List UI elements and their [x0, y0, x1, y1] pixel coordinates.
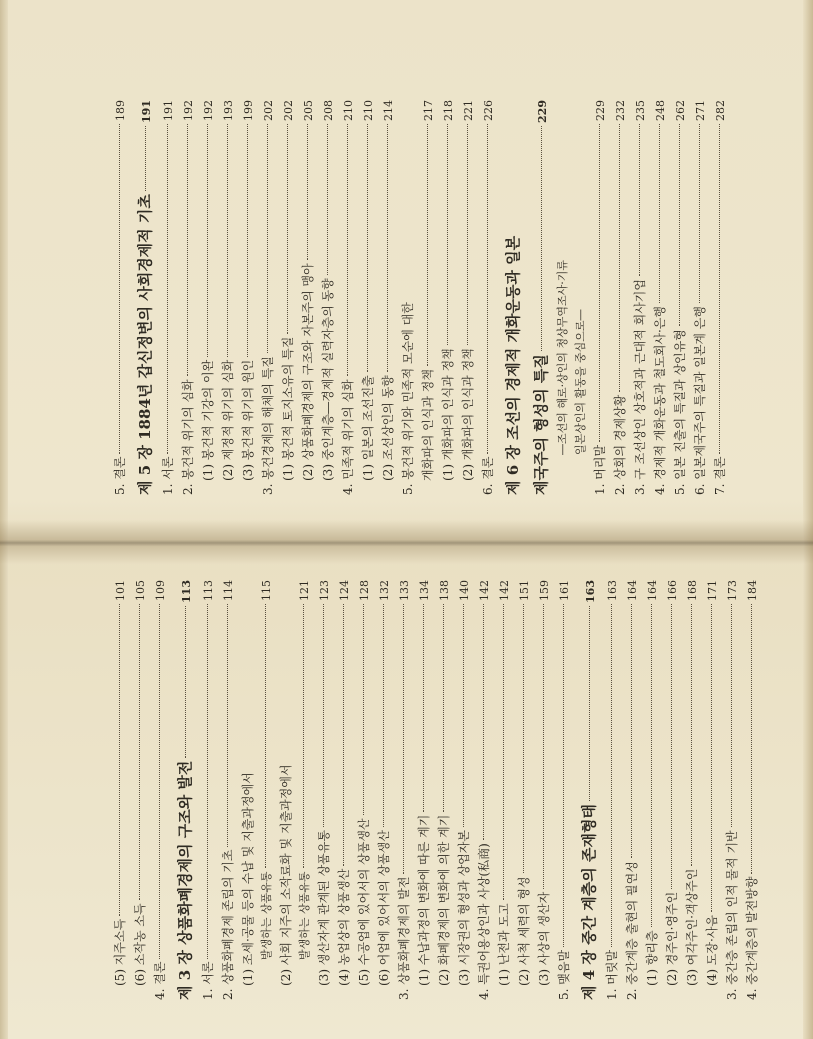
toc-entry-title: 일본상인의 활동을 중심으로―	[574, 309, 587, 455]
toc-entry	[334, 580, 354, 1000]
toc-entry	[198, 580, 218, 1000]
toc-page-number: 121	[298, 580, 311, 601]
toc-entry-title: (2) 상품화폐경제의 구조와 자본주의 맹아	[301, 263, 315, 481]
leader-dots	[443, 604, 444, 812]
toc-entry-title: 2. 상회의 경제상황	[613, 394, 627, 495]
toc-entry-title: (1) 봉건적 토지소유의 특질	[281, 336, 295, 481]
toc-entry	[258, 580, 276, 1000]
toc-entry-title: 5. 일본 진출의 특질과 상인유형	[673, 329, 687, 495]
toc-entry-title: 7. 결론	[713, 456, 727, 495]
toc-page-number: 226	[482, 100, 495, 121]
toc-entry	[474, 580, 494, 1000]
toc-entry	[702, 580, 722, 1000]
leader-dots	[711, 604, 712, 912]
toc-entry-title: 4. 민족적 위기의 심화	[341, 379, 355, 495]
toc-chapter	[500, 100, 526, 495]
toc-page-number: 140	[458, 580, 471, 601]
toc-entry-title: ―조선의 해로·상인의 청상무역조사·기류	[556, 259, 569, 455]
toc-entry	[338, 100, 358, 495]
leader-dots	[503, 604, 504, 900]
leader-dots	[207, 124, 208, 357]
toc-entry	[110, 580, 130, 1000]
toc-entry	[534, 580, 554, 1000]
toc-page-number: 164	[646, 580, 659, 601]
toc-entry-title: 5. 결론	[113, 456, 127, 495]
toc-entry-title: 2. 중간계층 출현의 필연성	[625, 861, 639, 1000]
toc-page-number: 214	[382, 100, 395, 121]
leader-dots	[589, 606, 590, 801]
toc-page-number: 191	[162, 100, 175, 121]
toc-entry-title: 4. 결론	[153, 961, 167, 1000]
leader-dots	[611, 604, 612, 947]
toc-page-number: 109	[154, 580, 167, 601]
toc-page-number: 282	[714, 100, 727, 121]
toc-page-number: 217	[422, 100, 435, 121]
toc-entry	[238, 100, 258, 495]
toc-page-number: 210	[362, 100, 375, 121]
toc-page-number: 271	[694, 100, 707, 121]
toc-entry	[478, 100, 498, 495]
toc-page-number: 142	[478, 580, 491, 601]
leader-dots	[731, 604, 732, 827]
toc-entry-title: (6) 어업에 있어서의 상품생산	[377, 830, 391, 986]
leader-dots	[671, 604, 672, 889]
toc-page-number: 138	[438, 580, 451, 601]
leader-dots	[639, 124, 640, 276]
toc-entry	[742, 580, 762, 1000]
toc-entry-title: (1) 봉건적 기강의 이완	[201, 359, 215, 481]
toc-entry-title: (2) 경주인·영주인	[665, 891, 679, 986]
toc-page-number: 235	[634, 100, 647, 121]
leader-dots	[679, 124, 680, 326]
toc-entry	[358, 100, 378, 495]
toc-entry	[590, 100, 610, 495]
toc-entry-title: 5. 맺음말	[557, 949, 571, 1000]
toc-entry	[630, 100, 650, 495]
toc-page-number: 191	[140, 100, 153, 123]
toc-entry-title: (3) 중인계층―경제적 실력자층의 동향	[321, 278, 335, 481]
toc-page-number: 192	[182, 100, 195, 121]
toc-page-number: 205	[302, 100, 315, 121]
toc-entry	[318, 100, 338, 495]
toc-entry	[418, 100, 438, 495]
toc-page-number: 114	[222, 580, 235, 601]
toc-entry-title: 1. 서론	[201, 961, 215, 1000]
toc-entry-title: (4) 농업상의 상품생산	[337, 868, 351, 986]
toc-entry	[642, 580, 662, 1000]
toc-entry	[662, 580, 682, 1000]
leader-dots	[699, 124, 700, 303]
toc-page-number: 173	[726, 580, 739, 601]
leader-dots	[751, 604, 752, 874]
toc-page-number: 202	[262, 100, 275, 121]
leader-dots	[139, 604, 140, 900]
toc-entry-title: 제 5 장 1884년 갑신정변의 사회경제적 기초	[136, 194, 154, 495]
toc-page-number: 142	[498, 580, 511, 601]
book-gutter	[0, 520, 813, 564]
toc-entry-title: 3. 봉건경제의 해체의 특질	[261, 356, 275, 495]
toc-chapter	[528, 100, 554, 495]
toc-entry-title: (2) 화폐경제의 변화에 의한 계기	[437, 814, 451, 986]
leader-dots	[363, 604, 364, 815]
toc-entry	[374, 580, 394, 1000]
toc-page-number: 184	[746, 580, 759, 601]
toc-entry-title: 제 3 장 상품화폐경제의 구조와 발전	[176, 760, 194, 1000]
leader-dots	[659, 124, 660, 303]
leader-dots	[327, 124, 328, 275]
leader-dots	[167, 124, 168, 454]
leader-dots	[599, 124, 600, 442]
leader-dots	[227, 124, 228, 357]
toc-page-number: 202	[282, 100, 295, 121]
leader-dots	[523, 604, 524, 873]
toc-entry	[514, 580, 534, 1000]
toc-page-number: 232	[614, 100, 627, 121]
toc-entry-title: (2) 사회 지주의 소작료화 및 지출과정에서	[279, 764, 293, 986]
toc-page-number: 123	[318, 580, 331, 601]
leader-dots	[403, 604, 404, 874]
toc-page-number: 164	[626, 580, 639, 601]
toc-entry-title: (2) 사척 세력의 형성	[517, 876, 531, 986]
toc-page-number: 151	[518, 580, 531, 601]
toc-page-number: 161	[558, 580, 571, 601]
toc-page-number: 101	[114, 580, 127, 601]
toc-entry	[454, 580, 474, 1000]
toc-entry-title: 3. 구 조선상인 상호적과 근대적 회사기업	[633, 279, 647, 495]
toc-entry	[670, 100, 690, 495]
toc-entry	[610, 100, 630, 495]
toc-entry	[554, 580, 574, 1000]
leader-dots	[303, 604, 304, 868]
toc-chapter	[576, 580, 602, 1000]
toc-page-number: 248	[654, 100, 667, 121]
leader-dots	[463, 604, 464, 827]
toc-page-number: 229	[594, 100, 607, 121]
toc-page-number: 229	[536, 100, 549, 123]
toc-page-number: 133	[398, 580, 411, 601]
leader-dots	[483, 604, 484, 840]
toc-page-number: 262	[674, 100, 687, 121]
leader-dots	[343, 604, 344, 866]
toc-entry-title: (1) 일본의 조선진출	[361, 375, 375, 481]
toc-entry	[394, 580, 414, 1000]
leader-dots	[541, 126, 542, 351]
leader-dots	[467, 124, 468, 345]
toc-entry	[554, 100, 572, 495]
toc-entry-title: (3) 사상의 생산자	[537, 891, 551, 986]
toc-entry-title: 1. 머릿말	[605, 949, 619, 1000]
toc-entry-title: (1) 조세·공물 등의 수납 및 지출과정에서	[241, 772, 255, 986]
leader-dots	[563, 604, 564, 947]
toc-entry-title: 6. 결론	[481, 456, 495, 495]
toc-entry-title: 3. 상품화폐경제의 발전	[397, 876, 411, 1000]
leader-dots	[145, 126, 146, 191]
toc-entry	[354, 580, 374, 1000]
toc-entry	[458, 100, 478, 495]
toc-entry	[314, 580, 334, 1000]
leader-dots	[207, 604, 208, 959]
toc-entry-title: 개화파의 인식과 정책	[421, 369, 435, 481]
toc-entry-title: 2. 봉건적 위기의 심화	[181, 379, 195, 495]
leader-dots	[543, 604, 544, 889]
toc-page-number: 128	[358, 580, 371, 601]
toc-entry	[434, 580, 454, 1000]
leader-dots	[247, 124, 248, 357]
toc-page-number: 115	[260, 580, 273, 601]
toc-page-number: 132	[378, 580, 391, 601]
toc-entry-title: (2) 개화파의 인식과 정책	[461, 348, 475, 481]
leader-dots	[119, 604, 120, 916]
leader-dots	[423, 604, 424, 812]
toc-page-number: 218	[442, 100, 455, 121]
toc-page-number: 124	[338, 580, 351, 601]
toc-entry-title: 발생하는 상품유통	[298, 871, 311, 960]
toc-page-number: 199	[242, 100, 255, 121]
toc-entry-title: (1) 난전과 도고	[497, 903, 511, 986]
toc-entry-title: (3) 여각주인·객상주인	[685, 868, 699, 986]
leader-dots	[651, 604, 652, 927]
toc-page-number: 163	[606, 580, 619, 601]
toc-page-number: 134	[418, 580, 431, 601]
toc-page-number: 189	[114, 100, 127, 121]
toc-page-number: 208	[322, 100, 335, 121]
leader-dots	[427, 124, 428, 366]
leader-dots	[383, 604, 384, 827]
toc-entry-title: 제국주의 형성의 특질	[532, 354, 550, 495]
toc-entry-title: (2) 제정적 위기의 심화	[221, 359, 235, 481]
toc-entry	[218, 580, 238, 1000]
toc-entry	[722, 580, 742, 1000]
leader-dots	[447, 124, 448, 345]
leader-dots	[487, 124, 488, 454]
toc-entry-title: 제 6 장 조선의 경제적 개화운동과 일본	[504, 235, 522, 495]
toc-entry-title: (4) 도장·사음	[705, 915, 719, 986]
toc-entry-title: 4. 특권어용상인과 사상(私商)	[477, 843, 491, 1000]
toc-entry-title: 5. 봉건적 위기와 민족적 모순에 대한	[401, 302, 415, 495]
toc-entry-title: 3. 중간층 존립의 인적 물적 기반	[725, 830, 739, 1000]
toc-page-number: 210	[342, 100, 355, 121]
toc-entry	[690, 100, 710, 495]
toc-entry	[682, 580, 702, 1000]
toc-page-lower	[110, 580, 759, 1000]
toc-page-number: 168	[686, 580, 699, 601]
leader-dots	[367, 124, 368, 372]
toc-entry-title: 제 4 장 중간 계층의 존재형태	[580, 804, 598, 1000]
leader-dots	[347, 124, 348, 376]
toc-entry	[158, 100, 178, 495]
leader-dots	[265, 604, 266, 868]
toc-entry	[572, 100, 590, 495]
toc-entry-title: 1. 머리말	[593, 444, 607, 495]
leader-dots	[159, 604, 160, 959]
toc-entry-title: (3) 생산자계 관계된 상품유통	[317, 830, 331, 986]
toc-entry	[198, 100, 218, 495]
toc-entry	[378, 100, 398, 495]
toc-page-number: 163	[584, 580, 597, 603]
toc-entry	[276, 580, 296, 1000]
leader-dots	[267, 124, 268, 353]
toc-entry-title: (5) 지주소득	[113, 918, 127, 986]
toc-entry-title: 4. 경제적 개화운동과 철도회사·은행	[653, 306, 667, 495]
toc-entry	[622, 580, 642, 1000]
toc-entry	[278, 100, 298, 495]
toc-page-number: 113	[180, 580, 193, 603]
leader-dots	[631, 604, 632, 858]
toc-entry	[398, 100, 418, 495]
leader-dots	[185, 606, 186, 758]
toc-entry	[414, 580, 434, 1000]
toc-entry-title: 1. 서론	[161, 456, 175, 495]
toc-page-number: 221	[462, 100, 475, 121]
leader-dots	[387, 124, 388, 372]
toc-page-number: 192	[202, 100, 215, 121]
toc-entry-title: (1) 향리층	[645, 930, 659, 986]
leader-dots	[307, 124, 308, 260]
toc-entry-title: (5) 수공업에 있어서의 상품생산	[357, 818, 371, 986]
leader-dots	[691, 604, 692, 866]
toc-entry-title: (3) 시장권의 형성과 상업자본	[457, 830, 471, 986]
toc-chapter	[132, 100, 158, 495]
toc-page-number: 166	[666, 580, 679, 601]
toc-entry	[438, 100, 458, 495]
toc-entry-title: (1) 수납과정의 변화에 따른 계기	[417, 814, 431, 986]
toc-entry	[602, 580, 622, 1000]
toc-page-upper	[110, 100, 727, 495]
toc-entry-title: 6. 일본제국주의 특질과 일본계 은행	[693, 306, 707, 495]
toc-page-number: 113	[202, 580, 215, 601]
toc-entry-title: (3) 봉건적 위기의 원인	[241, 359, 255, 481]
toc-entry	[178, 100, 198, 495]
toc-entry	[218, 100, 238, 495]
leader-dots	[719, 124, 720, 454]
toc-page-number: 171	[706, 580, 719, 601]
toc-entry	[150, 580, 170, 1000]
toc-entry-title: 발생하는 상품유통	[260, 871, 273, 960]
toc-entry	[494, 580, 514, 1000]
leader-dots	[187, 124, 188, 376]
toc-entry	[110, 100, 130, 495]
toc-entry	[258, 100, 278, 495]
toc-page-number: 193	[222, 100, 235, 121]
toc-chapter	[172, 580, 198, 1000]
toc-entry-title: 2. 상품화폐경제 존립의 기초	[221, 849, 235, 1000]
toc-entry	[130, 580, 150, 1000]
toc-page-number: 159	[538, 580, 551, 601]
toc-entry	[296, 580, 314, 1000]
leader-dots	[619, 124, 620, 392]
leader-dots	[227, 604, 228, 847]
leader-dots	[119, 124, 120, 454]
toc-entry-title: (1) 개화파의 인식과 정책	[441, 348, 455, 481]
toc-entry	[650, 100, 670, 495]
leader-dots	[323, 604, 324, 827]
toc-entry-title: (2) 조선상인의 동향	[381, 375, 395, 481]
toc-entry	[238, 580, 258, 1000]
toc-entry-title: (6) 소작농 소득	[133, 903, 147, 986]
toc-entry	[710, 100, 730, 495]
toc-entry	[298, 100, 318, 495]
toc-page-number: 105	[134, 580, 147, 601]
leader-dots	[287, 124, 288, 334]
toc-entry-title: 4. 중간계층의 발전방향	[745, 876, 759, 1000]
